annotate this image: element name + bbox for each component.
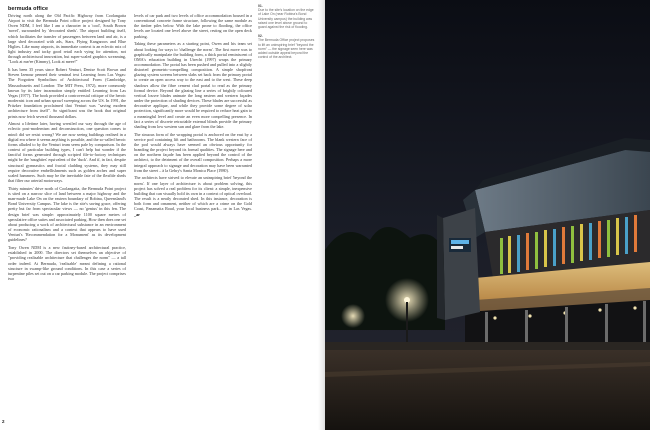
paragraph: Driving north along the Old Pacific Highway from Coolangatta Airport to visit the Bermuda Point office project designed by Tony Owen NDM, I feel like I am a character in a 'cool', South Brown 'novel', surrounded by 'decorated sheds'. The airport building itself, which facilitates the transfer of passengers between land and air, is a large shed decorated with ads, Stars, Flying Kangaroos and Blue Higlies. Like many airports, its immediate context is an eclectic mix of light industry and tacky good retail each vying for attention, not through architectural innovation, but super-scaled graphics screaming, "Look at me/ee (Kimmy), Look at meee!" [8, 13, 126, 65]
caption-02 [258, 34, 316, 59]
caption-01 [258, 4, 316, 29]
text-column-1 [8, 13, 126, 284]
paragraph-text: The architects have strived to elevate an uninspiring brief 'beyond the norm'. If one layer of architecture is about problem solving, this project has solved a real problem for its client: a simple, inexpensive building that can visually hold its own in a context of optical overload. The result is a neatly decorated shed. In this instance, decoration is both form and ornament, neither of which are a crime on the Gold Coast, Panamatta Road, your local business park... or in Las Vegas. [134, 175, 252, 212]
paragraph: levels of car park and two levels of office accommodation housed in a conventional concrete frame structure, following the same module as the timber piles below. With the lake prone to flooding, the office levels are located one level above the street, resting on the open deck parking. [134, 13, 252, 39]
paragraph: Tony Owen NDM is a new fastiney-based architectural practice, established in 2000. The directors set themselves an objective of "providing realisable architecture that challenges the norm" — a tall order indeed. At Bermuda, 'realisable' meant defining a rational structure in swamp-like ground conditions. In this case a series of turpentine piles set out on a car parking module. The project comprises two [8, 245, 126, 282]
road [325, 350, 650, 430]
caption-text: The Bermuda Office project proposes to lift an uninspiring brief "beyond the norm" — the signage seen here was added outside appeal beyond the control of the architect. [258, 38, 315, 60]
paragraph [134, 175, 252, 216]
paragraph: Thirty minutes' drive north of Coolangatta, the Bermuda Point project is sited on a narrow slice of land between a major highway and the man-made Lake On on the eastern boundary of Robina, Queensland's Bond University Campus. The lake is the site's saving grace, offering pretty but far from spectacular views — no 'genius' in this fen. The design brief was simple: approximately 1100 square metres of speculative office suites and associated parking. How then does one set about producing a work of architectural substance in an environment of economic rationalism and a context that appears to have used Venturi's 'Recommendation for a Monument' as its development guidelines? [8, 185, 127, 243]
section-title: bermuda office [8, 6, 49, 12]
caption-number: 02. [258, 34, 263, 39]
paragraph: Taking these parameters as a starting point, Owen and his team set about looking for ways to 'challenge the norm'. The first move was to graphically manipulate the building form, a thick portal reminiscent of OMA's education building in Utrecht (1997) wraps the primary accommodation. The portal has been pushed and pulled into a slightly distorted geometric-compelling composition. A simple shopfront glazing system screens between slabs set back from the primary portal to create an open access way to the east and to the west. These deep shadows allow the fibre cement clad portal to read as the primary formal device. Beyond the glazing line a series of brightly coloured vertical louvre blades animate the long eastern and western façades under the protection of shading devices. These blades are successful as decorative applique, and while they provide some degree of solar protection, significantly more would be required to reduce heat gain to a meaningful level and create an even more compelling presence. In fact a series of discrete retractable external blinds provide the primary shading from low western sun and glare from the lake. [134, 41, 252, 129]
building-night-photo [325, 0, 650, 430]
paragraph: The sinuous form of the wrapping portal is anchored on the east by a service pod containing lift and bathrooms. The blank western face of the pod would always have seemed an obvious opportunity for branding the project beyond its formal qualities. The signage here and on the northern façade has been applied beyond the control of the architect, to the detriment of the overall composition. Perhaps a more integral approach to signage and decoration may have been warranted from the street – à la Gehry's Santa Monica Place (1980). [134, 131, 252, 173]
paragraph: It has been 35 years since Robert Venturi, Denise Scott Brown and Steven Izenour penned their seminal text Learning from Las Vegas: The Forgotten Symbolism of Architectural Form (Cambridge, Massachusetts and London: The MIT Press, 1972), more commonly known by its later incarnation simply entitled Learning from Las Vegas (1977). The book provided a controversial critique of the heroic modernist icon and urban sprawl sweeping across the US. In 1991, the Pritzker foundation proclaimed that Venturi was "saving modern architecture from itself". So significant was the book that original prints now fetch several thousand dollars. [8, 67, 126, 119]
caption-text: Due to the site's location on the edge of Lake On (near Robina's Bond University campus) the building was raised one level above ground to guard against the risk of flooding. [258, 8, 314, 30]
page-number: 2 [2, 419, 5, 424]
photo-illustration [325, 0, 650, 430]
captions [258, 4, 316, 64]
text-column-2 [134, 13, 252, 219]
paragraph: Almost a lifetime later, having wrestled our way through the age of eclectic post-modernism and deconstruction, one question comes to mind: did we resist wrong? We are now seeing buildings realised in a digital era where it seems anything is possible, and the so-called heroic forms alluded to by the Venturi team seem pale by comparison. In the context of particular building types, I can't help but wonder if the fanciful forms generated through scripted file-to-factory techniques might be the 'naughties' equivalent of the 'duck'. And if, in fact, despite structural gymnastics and fractal cladding systems, they may still require decorative embellishments such as golden arches and super scaled hammers. Such may be the inevitable fate of the flexible sheds that filter our arterial motorways. [8, 121, 126, 184]
caption-number: 01. [258, 4, 263, 8]
end-mark: _ar [134, 211, 140, 217]
